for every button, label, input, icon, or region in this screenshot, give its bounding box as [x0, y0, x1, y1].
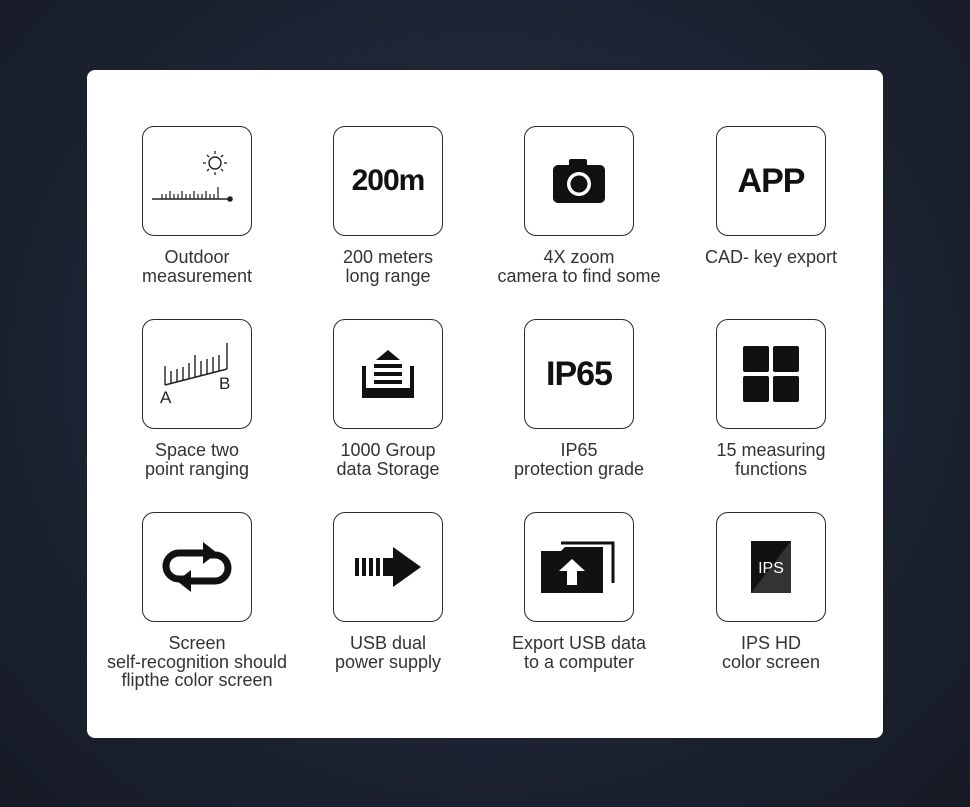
point-b-label: B	[219, 374, 231, 393]
grid-icon	[742, 345, 800, 403]
folder-upload-icon	[539, 537, 619, 597]
feature-caption: 200 meters long range	[342, 247, 434, 286]
feature-tile	[333, 319, 443, 429]
features-panel	[87, 70, 883, 738]
storage-tray-icon	[360, 348, 416, 400]
arrow-right-icon	[353, 545, 423, 589]
feature-caption: 4X zoom camera to find some	[497, 247, 661, 286]
feature-tile	[716, 126, 826, 236]
ips-screen-icon	[750, 540, 792, 594]
feature-caption: CAD- key export	[704, 247, 838, 267]
point-a-label: A	[160, 388, 172, 407]
feature-caption: Export USB data to a computer	[511, 633, 647, 672]
ips-label: IPS	[758, 560, 784, 577]
feature-caption: Outdoor measurement	[141, 247, 253, 286]
feature-tile	[142, 126, 252, 236]
ab-ranging-icon	[157, 339, 237, 409]
feature-caption: 15 measuring functions	[716, 440, 826, 479]
range-badge: 200m	[351, 164, 425, 197]
feature-tile	[716, 512, 826, 622]
feature-caption: 1000 Group data Storage	[336, 440, 440, 479]
feature-caption: Space two point ranging	[144, 440, 250, 479]
feature-caption: IPS HD color screen	[721, 633, 821, 672]
feature-caption: USB dual power supply	[334, 633, 442, 672]
feature-tile	[524, 126, 634, 236]
feature-tile	[333, 126, 443, 236]
feature-tile	[716, 319, 826, 429]
rotate-arrows-icon	[157, 541, 237, 593]
feature-tile	[142, 512, 252, 622]
camera-icon	[551, 157, 607, 205]
feature-caption: Screen self-recognition should flipthe color screen	[106, 633, 288, 690]
feature-tile	[524, 512, 634, 622]
feature-tile	[333, 512, 443, 622]
app-badge: APP	[737, 161, 805, 200]
feature-tile	[142, 319, 252, 429]
sun-ruler-icon	[152, 151, 242, 211]
feature-caption: IP65 protection grade	[513, 440, 645, 479]
feature-tile	[524, 319, 634, 429]
ip65-badge: IP65	[546, 354, 612, 393]
